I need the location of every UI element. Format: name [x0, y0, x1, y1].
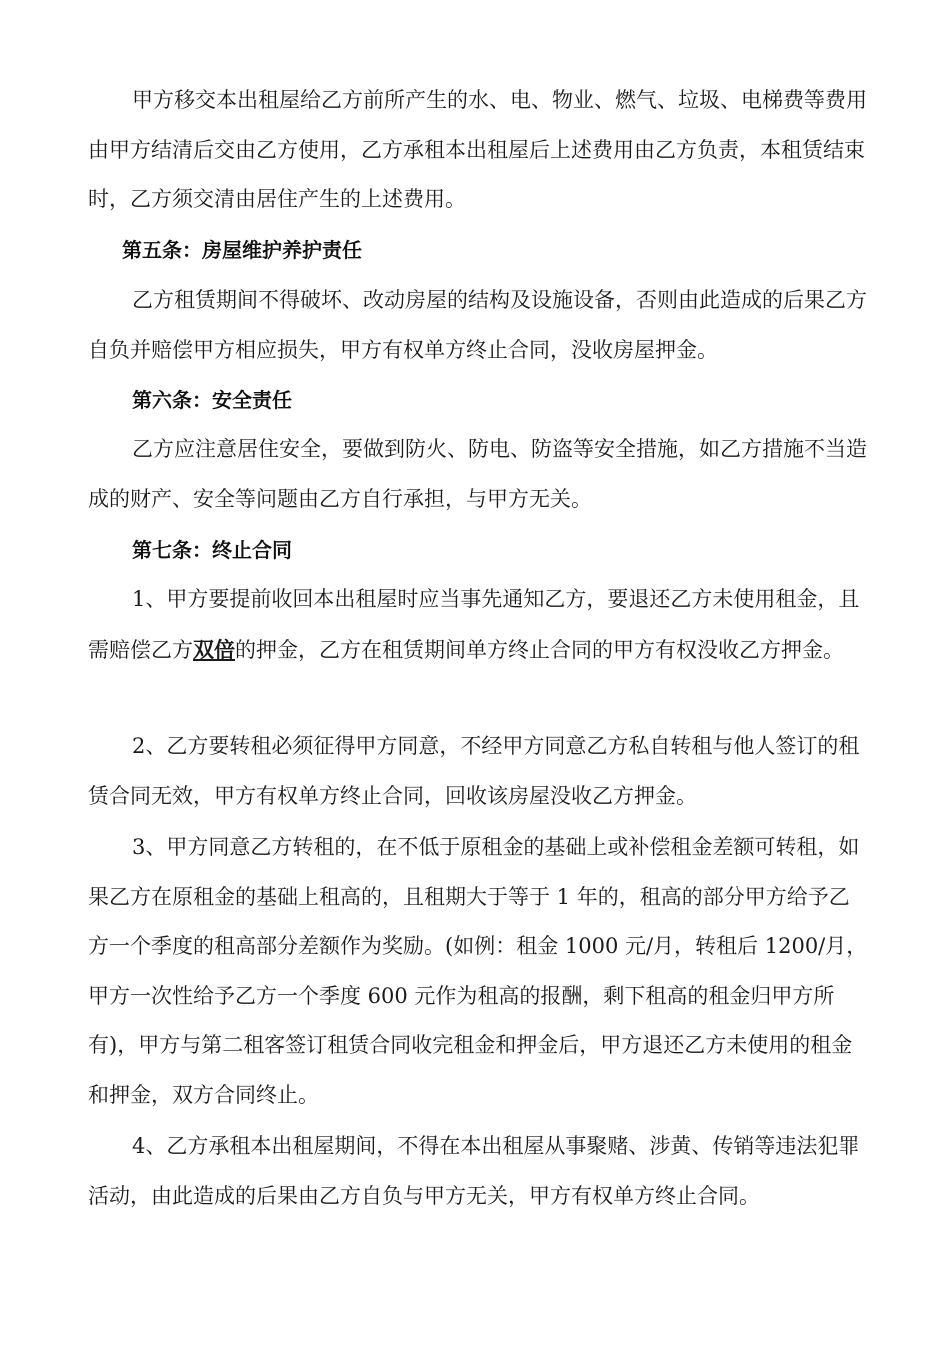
article-7-item-2: 2、乙方要转租必须征得甲方同意，不经甲方同意乙方私自转租与他人签订的租赁合同无效，甲方有权单方终止合同，回收该房屋没收乙方押金。	[88, 734, 860, 808]
article-7-item-4: 4、乙方承租本出租屋期间，不得在本出租屋从事聚赌、涉黄、传销等违法犯罪活动，由此造成的后果由乙方自负与甲方无关，甲方有权单方终止合同。	[88, 1134, 860, 1208]
item-1-text-a: 1、甲方要提前收回本出租屋时应当事先通知乙方，要退还乙方未使用租金，且需赔偿乙方	[88, 587, 860, 662]
article-6-body: 乙方应注意居住安全，要做到防火、防电、防盗等安全措施，如乙方措施不当造成的财产、安全等问题由乙方自行承担，与甲方无关。	[88, 437, 867, 511]
fees-paragraph: 甲方移交本出租屋给乙方前所产生的水、电、物业、燃气、垃圾、电梯费等费用由甲方结清后交由乙方使用，乙方承租本出租屋后上述费用由乙方负责，本租赁结束时，乙方须交清由居住产生的上述费用。	[88, 88, 867, 211]
article-7-item-3: 3、甲方同意乙方转租的，在不低于原租金的基础上或补偿租金差额可转租，如果乙方在原租金的基础上租高的，且租期大于等于 1 年的，租高的部分甲方给予乙方一个季度的租高部分差额作为奖励。(如例：租金 1000 元/月，转租后 1200/月，甲方一次性给予乙方一个季度 600 元作为租高的报酬，剩下租高的租金归甲方所有)，甲方与第二租客签订租赁合同收完租金和押金后，甲方退还乙方未使用的租金和押金，双方合同终止。	[88, 835, 868, 1107]
article-7-heading: 第七条：终止合同	[132, 538, 292, 562]
item-1-emphasis: 双倍	[193, 636, 235, 662]
item-1-text-b: 的押金，乙方在租赁期间单方终止合同的甲方有权没收乙方押金。	[235, 637, 844, 662]
article-7-item-1	[88, 575, 868, 675]
article-6-heading: 第六条：安全责任	[132, 388, 292, 412]
article-5-heading: 第五条：房屋维护养护责任	[122, 238, 362, 262]
article-5-body: 乙方租赁期间不得破坏、改动房屋的结构及设施设备，否则由此造成的后果乙方自负并赔偿甲方相应损失，甲方有权单方终止合同，没收房屋押金。	[88, 288, 867, 362]
